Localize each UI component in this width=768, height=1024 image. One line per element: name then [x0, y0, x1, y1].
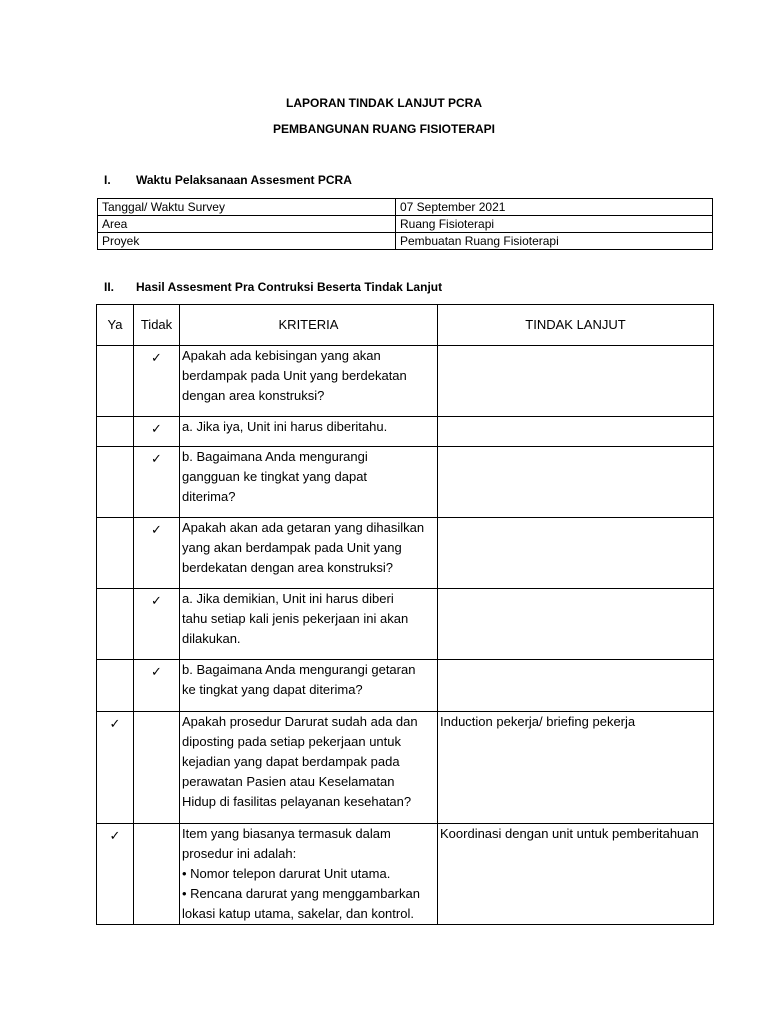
- tindak-lanjut-cell: [438, 346, 714, 417]
- tindak-lanjut-cell: [438, 589, 714, 660]
- tindak-lanjut-cell: Koordinasi dengan unit untuk pemberitahuan: [438, 824, 714, 925]
- assessment-header-row: [97, 305, 714, 346]
- ya-check-cell: [97, 589, 134, 660]
- tidak-check-cell: [134, 824, 180, 925]
- kriteria-cell: a. Jika demikian, Unit ini harus diberi tahu setiap kali jenis pekerjaan ini akan dilakukan.: [180, 589, 438, 660]
- survey-info-row: [98, 199, 713, 216]
- table-row: [97, 417, 714, 447]
- ya-check-cell: [97, 660, 134, 712]
- tidak-check-cell: ✓: [134, 417, 180, 447]
- table-row: [97, 589, 714, 660]
- table-row: [97, 660, 714, 712]
- section-2-heading: [104, 280, 442, 294]
- section-1-heading: [104, 173, 352, 187]
- column-header-ya: Ya: [97, 305, 134, 346]
- kriteria-cell: b. Bagaimana Anda mengurangi getaran ke tingkat yang dapat diterima?: [180, 660, 438, 712]
- table-row: [97, 824, 714, 925]
- tindak-lanjut-cell: [438, 660, 714, 712]
- ya-check-cell: [97, 447, 134, 518]
- tidak-check-cell: ✓: [134, 346, 180, 417]
- survey-info-value: 07 September 2021: [396, 199, 713, 216]
- document-subtitle: PEMBANGUNAN RUANG FISIOTERAPI: [272, 122, 495, 136]
- table-row: [97, 447, 714, 518]
- ya-check-cell: [97, 346, 134, 417]
- kriteria-cell: a. Jika iya, Unit ini harus diberitahu.: [180, 417, 438, 447]
- survey-info-value: Ruang Fisioterapi: [396, 216, 713, 233]
- survey-info-table: [97, 198, 713, 250]
- tindak-lanjut-cell: [438, 447, 714, 518]
- tindak-lanjut-cell: [438, 417, 714, 447]
- survey-info-row: [98, 233, 713, 250]
- survey-info-label: Proyek: [98, 233, 396, 250]
- section-1-number: I.: [104, 173, 111, 187]
- tidak-check-cell: [134, 712, 180, 824]
- ya-check-cell: ✓: [97, 712, 134, 824]
- survey-info-label: Tanggal/ Waktu Survey: [98, 199, 396, 216]
- survey-info-row: [98, 216, 713, 233]
- tidak-check-cell: ✓: [134, 589, 180, 660]
- column-header-kriteria: KRITERIA: [180, 305, 438, 346]
- assessment-table: [96, 304, 714, 925]
- ya-check-cell: [97, 518, 134, 589]
- kriteria-cell: Item yang biasanya termasuk dalam prosedur ini adalah: • Nomor telepon darurat Unit utama. • Rencana darurat yang menggambarkan lokasi katup utama, sakelar, dan kontrol.: [180, 824, 438, 925]
- kriteria-cell: b. Bagaimana Anda mengurangi gangguan ke tingkat yang dapat diterima?: [180, 447, 438, 518]
- column-header-tindak-lanjut: TINDAK LANJUT: [438, 305, 714, 346]
- tidak-check-cell: ✓: [134, 660, 180, 712]
- kriteria-cell: Apakah ada kebisingan yang akan berdampak pada Unit yang berdekatan dengan area konstruksi?: [180, 346, 438, 417]
- tindak-lanjut-cell: [438, 518, 714, 589]
- kriteria-cell: Apakah akan ada getaran yang dihasilkan yang akan berdampak pada Unit yang berdekatan dengan area konstruksi?: [180, 518, 438, 589]
- survey-info-label: Area: [98, 216, 396, 233]
- section-2-number: II.: [104, 280, 115, 294]
- table-row: [97, 346, 714, 417]
- survey-info-value: Pembuatan Ruang Fisioterapi: [396, 233, 713, 250]
- document-title: LAPORAN TINDAK LANJUT PCRA: [286, 96, 482, 110]
- ya-check-cell: ✓: [97, 824, 134, 925]
- column-header-tidak: Tidak: [134, 305, 180, 346]
- section-2-title: Hasil Assesment Pra Contruksi Beserta Tindak Lanjut: [136, 280, 443, 294]
- table-row: [97, 712, 714, 824]
- section-1-title: Waktu Pelaksanaan Assesment PCRA: [136, 173, 352, 187]
- ya-check-cell: [97, 417, 134, 447]
- tidak-check-cell: ✓: [134, 518, 180, 589]
- tidak-check-cell: ✓: [134, 447, 180, 518]
- kriteria-cell: Apakah prosedur Darurat sudah ada dan diposting pada setiap pekerjaan untuk kejadian yang dapat berdampak pada perawatan Pasien atau Keselamatan Hidup di fasilitas pelayanan kesehatan?: [180, 712, 438, 824]
- tindak-lanjut-cell: Induction pekerja/ briefing pekerja: [438, 712, 714, 824]
- table-row: [97, 518, 714, 589]
